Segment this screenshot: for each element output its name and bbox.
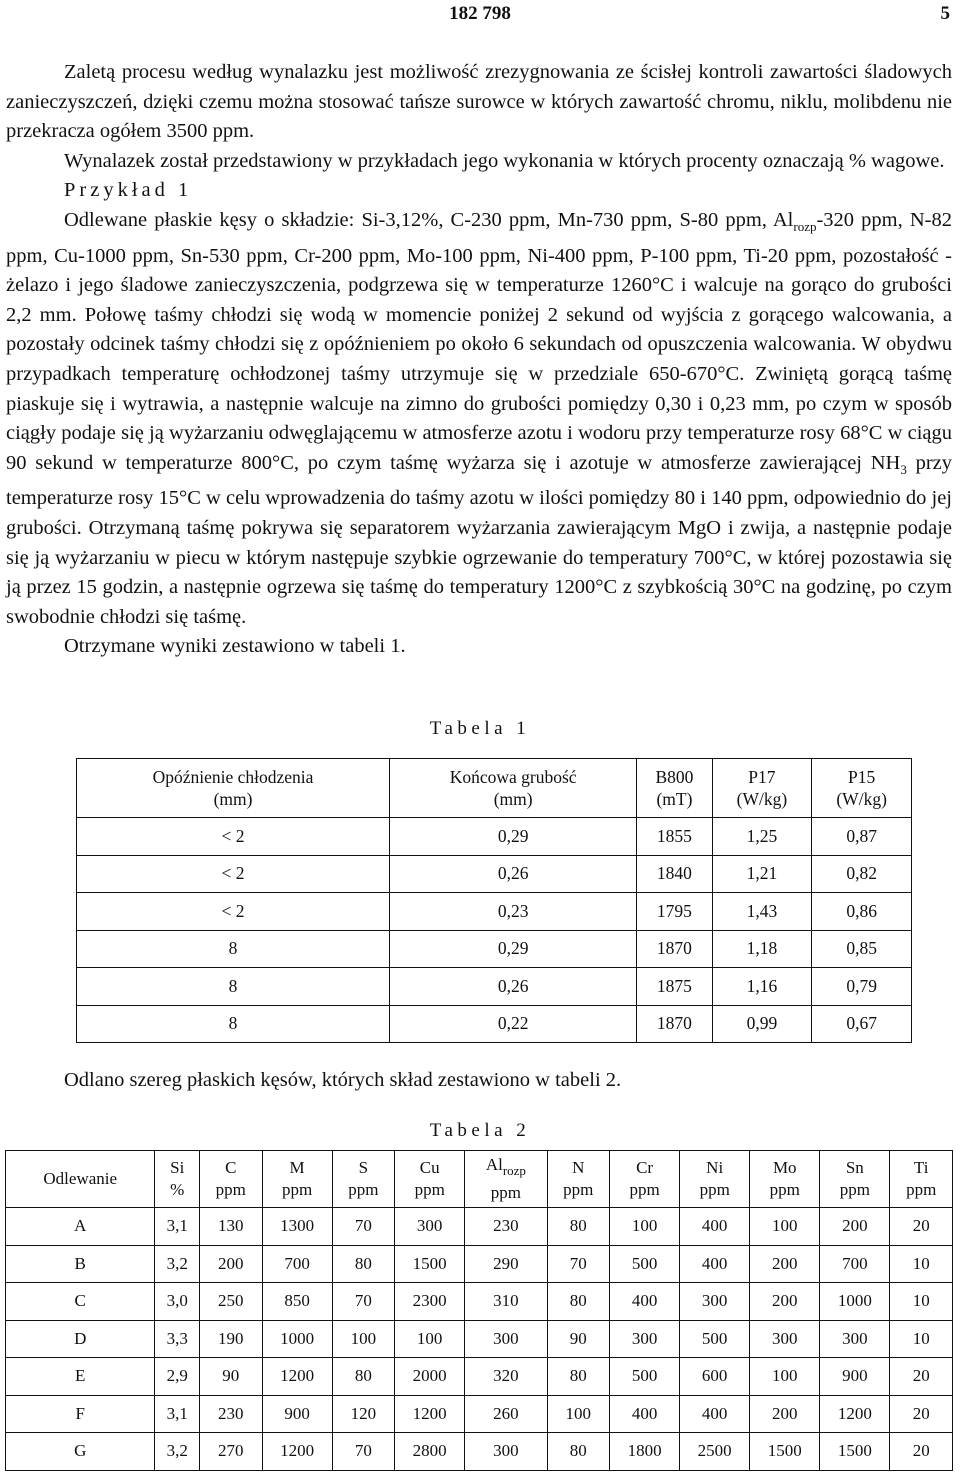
table-cell: 190 [200,1320,263,1358]
table-row [6,1358,953,1396]
t2-header-line1: N [572,1158,585,1177]
t2-header-line1: Cu [419,1158,440,1177]
t1-header-cell [77,759,390,818]
t2-header-cell [750,1151,820,1208]
t2-header-line1: Odlewanie [43,1169,118,1188]
table-cell: 130 [200,1208,263,1246]
table-cell: 250 [200,1283,263,1321]
example-text-c: przy temperaturze rosy 15°C w celu wprowadzenia do taśmy azotu w ilości pomiędzy 80 i 140 ppm, odpowiednio do jej grubości. Otrzymaną taśmę pokrywa się separatorem wyżarzania zawierającym MgO i zwija, a następnie podaje się ją wyżarzaniu w piecu w którym następuje szybkie ogrzewanie do temperatury 700°C, w której pozostawia się ją przez 15 godzin, a następnie ogrzewa się taśmę do temperatury 1200°C z szybkością 30°C na godzinę, po czym swobodnie chłodzi się taśmę. [6,451,952,628]
t2-header-line2: ppm [906,1180,937,1199]
t2-header-cell [820,1151,890,1208]
t1-header-cell [712,759,812,818]
table-cell: 3,1 [155,1395,200,1433]
table-cell: 80 [547,1208,610,1246]
table-cell: 500 [610,1245,680,1283]
t2-header-subscript: rozp [502,1163,526,1178]
table-row [6,1320,953,1358]
table-cell: 850 [262,1283,332,1321]
t2-header-line2: ppm [348,1180,379,1199]
example-subscript-3: 3 [900,461,907,477]
table-cell: 3,2 [155,1433,200,1471]
table-cell: 0,26 [390,968,637,1006]
table-row [6,1395,953,1433]
document-number: 182 798 [449,3,511,24]
table-cell: 400 [610,1283,680,1321]
table-cell: 200 [750,1245,820,1283]
table-cell: 20 [890,1433,953,1471]
table-cell: 1,16 [712,968,812,1006]
table-cell: 10 [890,1245,953,1283]
table-2 [5,1150,953,1471]
example-subscript-rozp: rozp [793,218,817,234]
t1-header-cell [812,759,912,818]
t2-header-cell [680,1151,750,1208]
table-cell: 3,2 [155,1245,200,1283]
table-cell: 100 [750,1208,820,1246]
t2-header-cell [155,1151,200,1208]
table-row [77,893,912,931]
table-row [6,1433,953,1471]
table-cell: < 2 [77,893,390,931]
table-cell: 80 [332,1358,395,1396]
t2-header-cell [6,1151,155,1208]
page-number: 5 [940,3,950,24]
table-cell: 70 [547,1245,610,1283]
table-cell: 3,1 [155,1208,200,1246]
t2-header-cell [395,1151,465,1208]
t1-header-line1: Końcowa grubość [449,767,577,787]
table-1 [76,758,912,1043]
table-cell: 0,23 [390,893,637,931]
table-cell: 0,29 [390,818,637,856]
t2-header-cell [890,1151,953,1208]
table-cell: 120 [332,1395,395,1433]
table-cell: 1300 [262,1208,332,1246]
table-cell: 2000 [395,1358,465,1396]
table-cell: 300 [680,1283,750,1321]
t1-header-line1: P17 [748,767,776,787]
table-cell: 900 [820,1358,890,1396]
table-cell: 1870 [637,1005,712,1043]
results-line: Otrzymane wyniki zestawiono w tabeli 1. [64,635,406,658]
table-cell: 2800 [395,1433,465,1471]
table-cell: 100 [547,1395,610,1433]
table-cell: 300 [465,1320,547,1358]
intro-paragraph-2: Wynalazek został przedstawiony w przykładach jego wykonania w których procenty oznaczają % wagowe. [64,149,945,172]
t1-header-cell [637,759,712,818]
t1-header-line1: Opóźnienie chłodzenia [152,767,314,787]
table-cell: 400 [680,1208,750,1246]
t2-header-line2: ppm [699,1180,730,1199]
table2-caption: Tabela 2 [429,1120,531,1141]
table-cell: 200 [200,1245,263,1283]
table-cell: C [6,1283,155,1321]
table-cell: 200 [820,1208,890,1246]
table-cell: 8 [77,968,390,1006]
example-text-b: -320 ppm, N-82 ppm, Cu-1000 ppm, Sn-530 ppm, Cr-200 ppm, Mo-100 ppm, Ni-400 ppm, P-100 ppm, Ti-20 ppm, pozostałość - żelazo i jego śladowe zanieczyszczenia, podgrzewa się w temperaturze 1260°C i walcuje na gorąco do grubości 2,2 mm. Połowę taśmy chłodzi się wodą w momencie poniżej 2 sekund od wyjścia z gorącego walcowania, a pozostały odcinek taśmy chłodzi się z opóźnieniem po około 6 sekundach od opuszczenia walcowania. W obydwu przypadkach temperaturę ochłodzonej taśmy utrzymuje się w przedziale 650-670°C. Zwiniętą gorącą taśmę piaskuje się i wytrawia, a następnie walcuje na zimno do grubości pomiędzy 0,30 i 0,23 mm, po czym w sposób ciągły podaje się ją wyżarzaniu odwęglającemu w atmosferze azotu i wodoru przy temperaturze rosy 68°C w ciągu 90 sekund w temperaturze 800°C, po czym taśmę wyżarza się i azotuje w atmosferze zawierającej NH [6,208,952,474]
table1-caption: Tabela 1 [429,718,531,739]
table-cell: 400 [680,1245,750,1283]
table-row [6,1245,953,1283]
table-cell: < 2 [77,855,390,893]
t2-header-line1: Mo [772,1158,797,1177]
t2-header-cell [200,1151,263,1208]
table-cell: 400 [680,1395,750,1433]
table-cell: 1200 [262,1433,332,1471]
table-cell: 1,25 [712,818,812,856]
table-cell: 1500 [395,1245,465,1283]
table-cell: 1200 [262,1358,332,1396]
table-cell: 1500 [750,1433,820,1471]
t2-header-line2: ppm [839,1180,870,1199]
table-cell: B [6,1245,155,1283]
table-cell: 700 [262,1245,332,1283]
table-cell: 0,85 [812,930,912,968]
table-cell: 1840 [637,855,712,893]
table-cell: 100 [610,1208,680,1246]
table-cell: 0,26 [390,855,637,893]
table-cell: A [6,1208,155,1246]
t2-header-line1: Si [170,1158,185,1177]
table2-intro: Odlano szereg płaskich kęsów, których skład zestawiono w tabeli 2. [64,1069,622,1091]
table-cell: 1800 [610,1433,680,1471]
table-cell: 90 [200,1358,263,1396]
table-cell: 20 [890,1208,953,1246]
table-cell: 230 [465,1208,547,1246]
t2-header-line1: Sn [845,1158,864,1177]
table-cell: 300 [395,1208,465,1246]
table-cell: 80 [547,1283,610,1321]
t1-header-line2: (mm) [213,789,253,809]
t1-header-cell [390,759,637,818]
table-cell: 200 [750,1395,820,1433]
table-cell: 70 [332,1208,395,1246]
t2-header-line1: Al [485,1155,503,1174]
t2-header-line2: ppm [629,1180,660,1199]
t1-header-line1: B800 [655,767,694,787]
intro-paragraph-1: Zaletą procesu według wynalazku jest możliwość zrezygnowania ze ścisłej kontroli zawartości śladowych zanieczyszczeń, dzięki czemu można stosować tańsze surowce w których zawartość chromu, niklu, molibdenu nie przekracza ogółem 3500 ppm. [6,61,952,143]
table-row [77,930,912,968]
table-cell: 100 [750,1358,820,1396]
body-text [6,58,952,662]
table-cell: 1200 [395,1395,465,1433]
table-cell: 300 [610,1320,680,1358]
table-cell: 1,18 [712,930,812,968]
table-cell: 0,29 [390,930,637,968]
t1-header-line1: P15 [848,767,876,787]
table-row [77,968,912,1006]
t2-header-cell [465,1151,547,1208]
table-cell: D [6,1320,155,1358]
table-cell: 500 [610,1358,680,1396]
table-cell: 600 [680,1358,750,1396]
table-cell: 2,9 [155,1358,200,1396]
table-cell: 1,21 [712,855,812,893]
table-cell: 70 [332,1433,395,1471]
table-cell: 3,3 [155,1320,200,1358]
table-cell: 2300 [395,1283,465,1321]
table-cell: 300 [820,1320,890,1358]
t1-header-line2: (W/kg) [736,789,788,809]
t2-header-line2: % [170,1180,185,1199]
t1-header-line2: (mT) [656,789,693,809]
table-cell: 1870 [637,930,712,968]
t2-header-line2: ppm [414,1180,445,1199]
table1-header-row [77,759,912,818]
example-heading: Przykład 1 [64,179,193,202]
table-cell: 90 [547,1320,610,1358]
table-cell: 1,43 [712,893,812,931]
t2-header-line2: ppm [563,1180,594,1199]
table-cell: 0,79 [812,968,912,1006]
t1-header-line2: (W/kg) [836,789,887,809]
t2-header-line1: Cr [636,1158,654,1177]
table-cell: 2500 [680,1433,750,1471]
table-cell: < 2 [77,818,390,856]
table-cell: 70 [332,1283,395,1321]
table-cell: 8 [77,1005,390,1043]
table-row [77,1005,912,1043]
table-cell: 300 [465,1433,547,1471]
table-cell: 310 [465,1283,547,1321]
t2-header-line1: Ni [706,1158,724,1177]
table-cell: 20 [890,1395,953,1433]
table-row [77,855,912,893]
t2-header-line1: C [225,1158,237,1177]
example-text-a: Odlewane płaskie kęsy o składzie: Si-3,12%, C-230 ppm, Mn-730 ppm, S-80 ppm, Al [64,208,794,231]
t2-header-line2: ppm [769,1180,800,1199]
t2-header-line2: ppm [281,1180,313,1199]
t2-header-line1: S [358,1158,369,1177]
t2-header-line2: ppm [490,1183,521,1202]
table-cell: 80 [547,1433,610,1471]
t2-header-line1: M [289,1158,305,1177]
table-cell: 100 [332,1320,395,1358]
table-cell: 230 [200,1395,263,1433]
table-cell: F [6,1395,155,1433]
table-row [6,1283,953,1321]
table-row [6,1208,953,1246]
t1-header-line2: (mm) [493,789,533,809]
table-cell: 500 [680,1320,750,1358]
table-cell: 200 [750,1283,820,1321]
table-cell: 80 [332,1245,395,1283]
table-cell: 100 [395,1320,465,1358]
table-row [77,818,912,856]
table-cell: 0,86 [812,893,912,931]
t2-header-cell [332,1151,395,1208]
t2-header-line1: Ti [913,1158,929,1177]
table-cell: 0,22 [390,1005,637,1043]
table-cell: 300 [750,1320,820,1358]
t2-header-cell [547,1151,610,1208]
table-cell: 10 [890,1320,953,1358]
table-cell: 1875 [637,968,712,1006]
table-cell: 1855 [637,818,712,856]
table-cell: 1500 [820,1433,890,1471]
table-cell: E [6,1358,155,1396]
table-cell: 0,82 [812,855,912,893]
table-cell: 20 [890,1358,953,1396]
table-cell: 900 [262,1395,332,1433]
table-cell: 3,0 [155,1283,200,1321]
t2-header-cell [610,1151,680,1208]
table-cell: 270 [200,1433,263,1471]
table-cell: 260 [465,1395,547,1433]
table-cell: G [6,1433,155,1471]
example-paragraph [6,206,952,632]
table-cell: 1795 [637,893,712,931]
t2-header-line2: ppm [215,1180,246,1199]
table-cell: 290 [465,1245,547,1283]
table-cell: 1000 [820,1283,890,1321]
table-cell: 320 [465,1358,547,1396]
table-cell: 0,99 [712,1005,812,1043]
table2-header-row [6,1151,953,1208]
table-cell: 700 [820,1245,890,1283]
table-cell: 0,87 [812,818,912,856]
table-cell: 400 [610,1395,680,1433]
table-cell: 80 [547,1358,610,1396]
table-cell: 8 [77,930,390,968]
t2-header-cell [262,1151,332,1208]
table-cell: 1000 [262,1320,332,1358]
table-cell: 1200 [820,1395,890,1433]
table-cell: 0,67 [812,1005,912,1043]
table-cell: 10 [890,1283,953,1321]
